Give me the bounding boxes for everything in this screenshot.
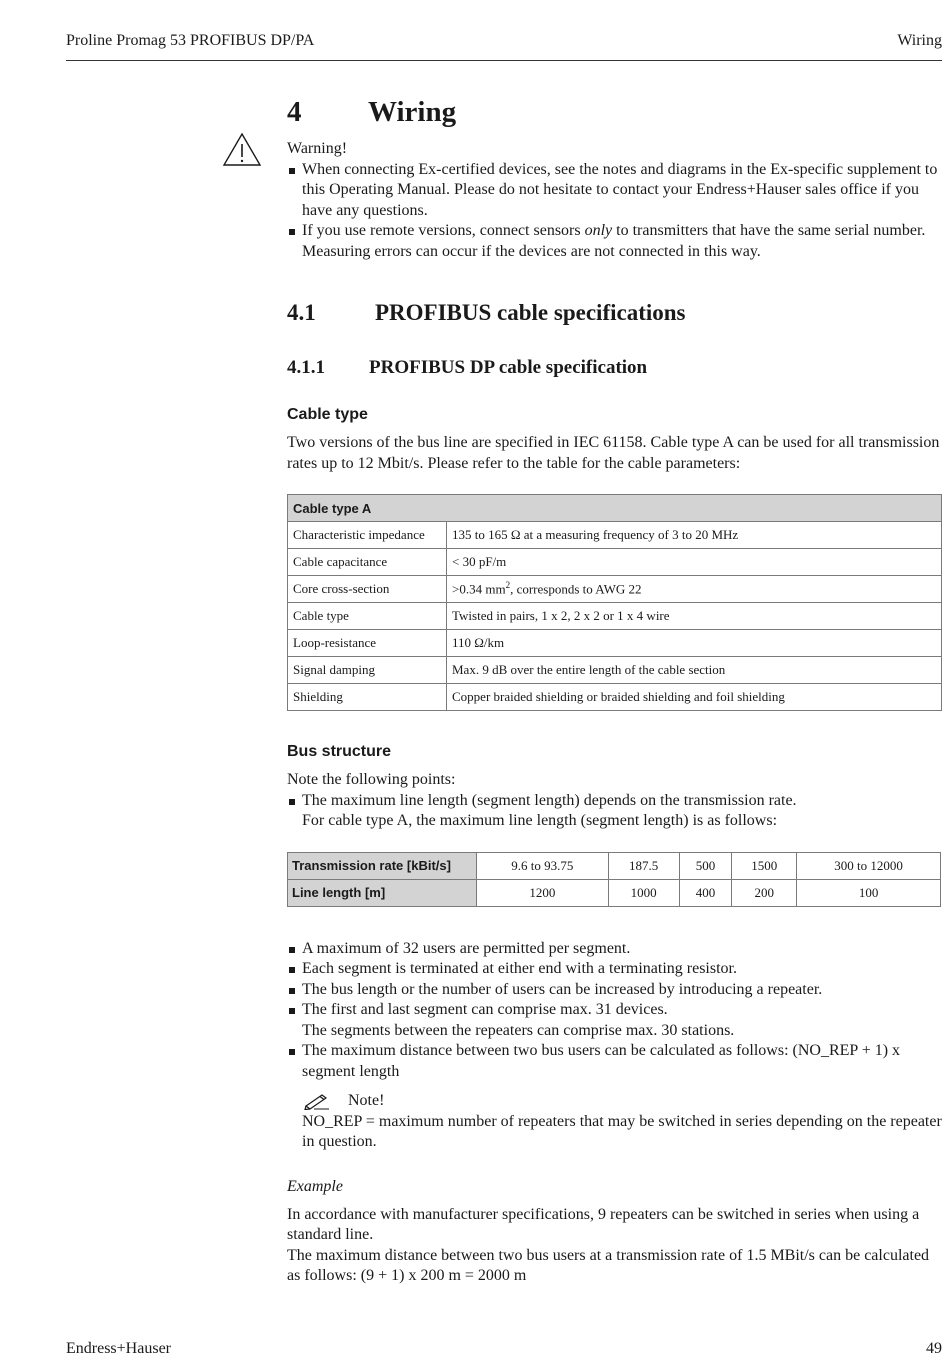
header-document-title: Proline Promag 53 PROFIBUS DP/PA (66, 32, 315, 49)
bus-rule-line: The segments between the repeaters can comprise max. 30 stations. (302, 1021, 735, 1039)
example-text: The maximum distance between two bus users at a transmission rate of 1.5 MBit/s can be calculated as follows: (9 + 1) x 200 m = 2000 m (287, 1246, 930, 1284)
length-cell: 200 (732, 879, 797, 906)
value-superscript: 2 (505, 580, 511, 591)
warning-item-emphasis: only (584, 222, 613, 239)
bus-point-line: The maximum line length (segment length) depends on the transmission rate. (302, 791, 797, 809)
warning-label: Warning! (287, 140, 348, 157)
example-text: In accordance with manufacturer specifications, 9 repeaters can be switched in series when using a standard line. (287, 1205, 920, 1243)
cable-type-heading: Cable type (287, 406, 368, 423)
warning-triangle-icon (222, 132, 262, 168)
page-number: 49 (926, 1340, 942, 1357)
bus-point-line: For cable type A, the maximum line length (segment length) is as follows: (302, 812, 778, 829)
warning-item-text: to transmitters that have the same serial number. Measuring errors can occur if the devices are not connected in this way. (302, 222, 926, 260)
warning-item (287, 221, 943, 262)
length-cell: 1000 (608, 879, 679, 906)
length-cell: 100 (797, 879, 941, 906)
value-cell: < 30 pF/m (447, 549, 942, 576)
bus-structure-heading: Bus structure (287, 743, 392, 760)
rate-row (288, 852, 941, 879)
rate-cell: 1500 (732, 852, 797, 879)
chapter-number: 4 (287, 96, 302, 128)
table-header-row (288, 495, 942, 522)
rate-label: Transmission rate [kBit/s] (288, 852, 477, 879)
bus-rule-line: The first and last segment can comprise max. 31 devices. (302, 1001, 668, 1018)
chapter-title: Wiring (368, 96, 457, 128)
note-text: NO_REP = maximum number of repeaters that may be switched in series depending on the repeater in question. (302, 1112, 942, 1150)
param-cell: Characteristic impedance (288, 522, 447, 549)
param-cell: Cable type (288, 603, 447, 630)
value-cell: Twisted in pairs, 1 x 2, 2 x 2 or 1 x 4 wire (447, 603, 942, 630)
warning-item-text: If you use remote versions, connect sensors (302, 222, 585, 239)
table-row (288, 657, 942, 684)
rate-cell: 300 to 12000 (797, 852, 941, 879)
bus-structure-list (287, 791, 943, 832)
bus-structure-intro: Note the following points: (287, 771, 456, 788)
transmission-rate-table (287, 852, 941, 907)
bus-rule: The bus length or the number of users can be increased by introducing a repeater. (287, 980, 943, 1001)
param-cell: Signal damping (288, 657, 447, 684)
subsection-number: 4.1.1 (287, 357, 325, 378)
param-cell: Shielding (288, 684, 447, 711)
bus-rule: A maximum of 32 users are permitted per segment. (287, 939, 943, 960)
warning-item: When connecting Ex-certified devices, see the notes and diagrams in the Ex-specific supplement to this Operating Manual. Please do not hesitate to contact your Endress+Hauser sales office if you have any questions. (287, 160, 943, 222)
warning-block (287, 139, 943, 262)
pencil-note-icon (302, 1092, 332, 1110)
section-title: PROFIBUS cable specifications (375, 300, 686, 325)
rate-cell: 9.6 to 93.75 (477, 852, 609, 879)
length-label: Line length [m] (288, 879, 477, 906)
note-block (287, 1091, 943, 1153)
value-cell: Copper braided shielding or braided shielding and foil shielding (447, 684, 942, 711)
note-title-row (302, 1091, 943, 1112)
section-number: 4.1 (287, 300, 316, 325)
length-cell: 1200 (477, 879, 609, 906)
note-label: Note! (348, 1092, 385, 1109)
param-cell: Cable capacitance (288, 549, 447, 576)
table-row (288, 630, 942, 657)
chapter-heading (287, 94, 943, 130)
bus-rules-list (287, 939, 943, 1083)
table-row (288, 522, 942, 549)
rate-cell: 187.5 (608, 852, 679, 879)
bus-rule (287, 1000, 943, 1041)
table-row (288, 684, 942, 711)
table-header-cell: Cable type A (288, 495, 942, 522)
cable-type-text: Two versions of the bus line are specified in IEC 61158. Cable type A can be used for all transmission rates up to 12 Mbit/s. Please refer to the table for the cable parameters: (287, 434, 940, 472)
table-row (288, 603, 942, 630)
warning-list (287, 160, 943, 263)
param-cell: Core cross-section (288, 576, 447, 603)
value-cell: 110 Ω/km (447, 630, 942, 657)
value-text: >0.34 mm (452, 581, 506, 597)
footer-company: Endress+Hauser (66, 1340, 171, 1357)
table-row (288, 549, 942, 576)
subsection-title: PROFIBUS DP cable specification (369, 357, 648, 378)
value-cell: Max. 9 dB over the entire length of the cable section (447, 657, 942, 684)
bus-point (287, 791, 943, 832)
cable-spec-table (287, 494, 942, 711)
section-heading (287, 300, 943, 326)
bus-rule: The maximum distance between two bus users can be calculated as follows: (NO_REP + 1) x segment length (287, 1041, 943, 1082)
value-text: , corresponds to AWG 22 (510, 581, 642, 597)
header-section-name: Wiring (897, 32, 942, 49)
length-row (288, 879, 941, 906)
subsection-heading (287, 357, 943, 379)
example-heading: Example (287, 1177, 343, 1195)
length-cell: 400 (679, 879, 732, 906)
bus-rule: Each segment is terminated at either end with a terminating resistor. (287, 959, 943, 980)
table-row (288, 576, 942, 603)
main-content (287, 94, 943, 1287)
value-cell (447, 576, 942, 603)
rate-cell: 500 (679, 852, 732, 879)
value-cell: 135 to 165 Ω at a measuring frequency of 3 to 20 MHz (447, 522, 942, 549)
param-cell: Loop-resistance (288, 630, 447, 657)
page-header (66, 30, 942, 61)
